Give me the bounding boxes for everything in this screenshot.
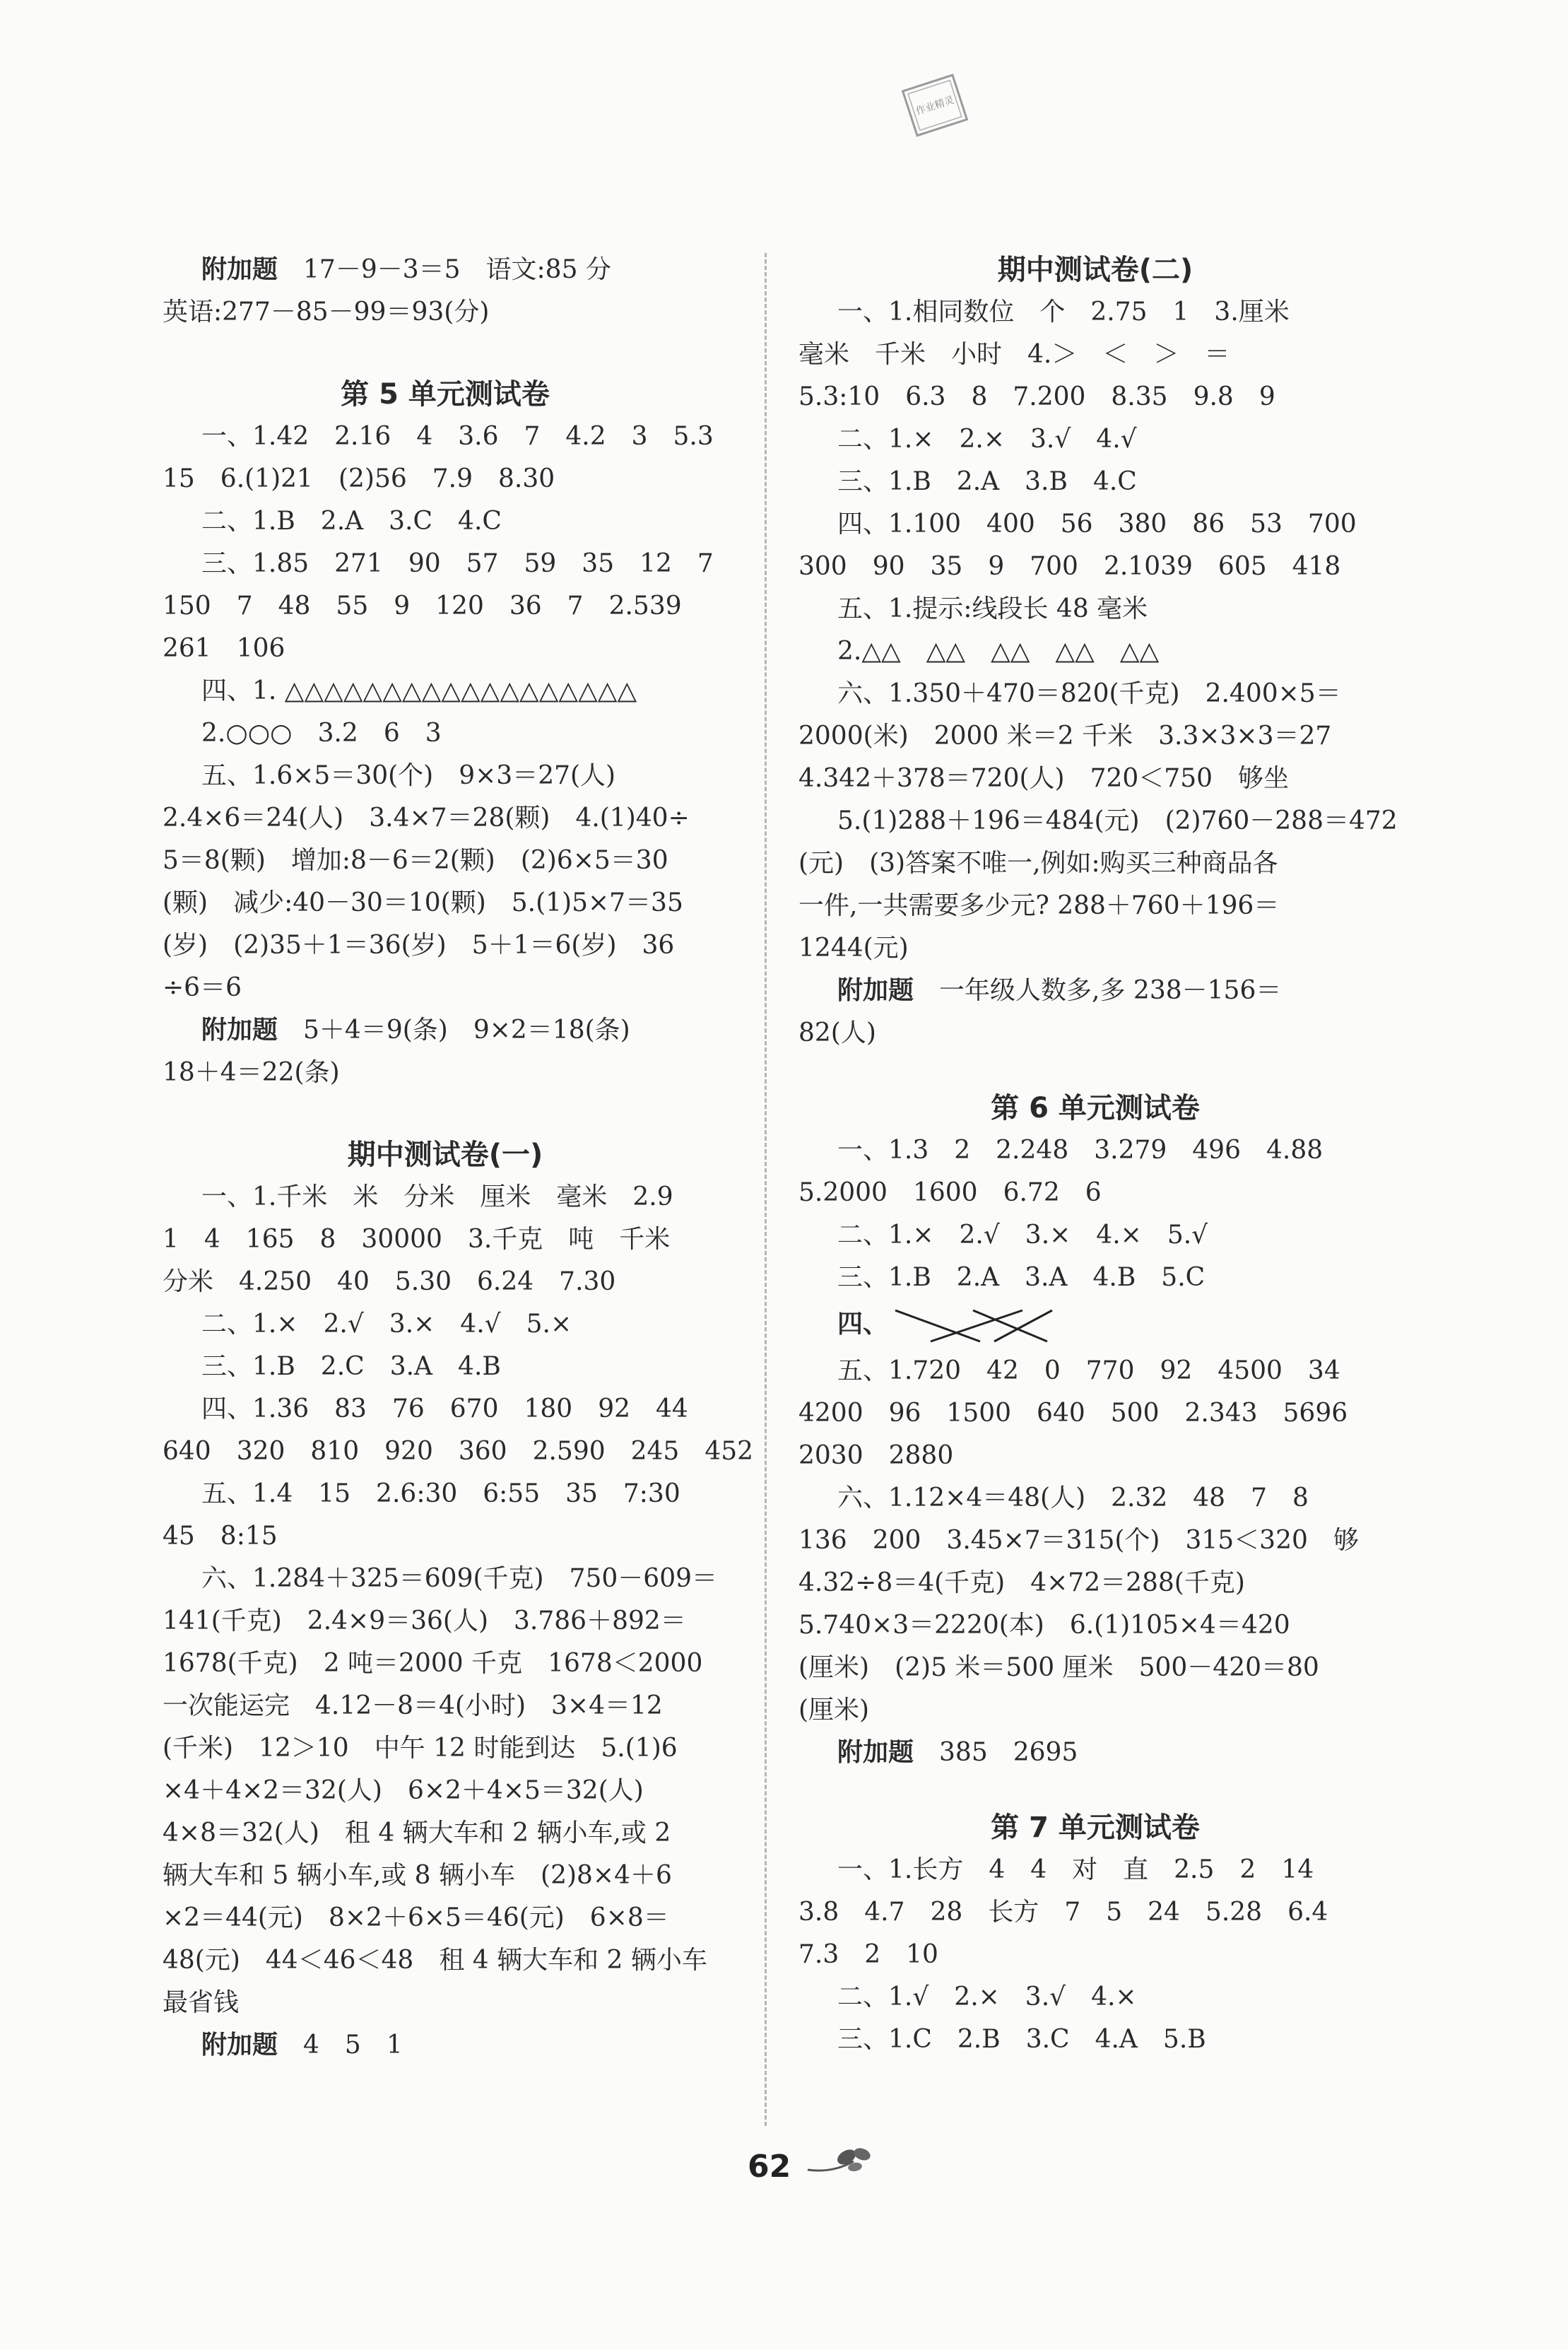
answer-line: 三、1.C 2.B 3.C 4.A 5.B <box>837 2025 1206 2054</box>
answer-line: 141(千克) 2.4×9＝36(人) 3.786＋892＝ <box>163 1606 686 1635</box>
answer-line: 五、1.提示:线段长 48 毫米 <box>837 594 1148 623</box>
answer-line: 一、1.千米 米 分米 厘米 毫米 2.9 <box>201 1182 673 1211</box>
answer-line: 二、1.B 2.A 3.C 4.C <box>201 507 502 536</box>
midterm1-answers <box>163 1176 754 2024</box>
answer-line: 六、1.12×4＝48(人) 2.32 48 7 8 <box>837 1484 1309 1512</box>
answer-line: 136 200 3.45×7＝315(个) 315＜320 够 <box>798 1526 1359 1555</box>
bonus-line <box>798 1732 1392 1774</box>
bonus-line <box>163 249 728 291</box>
answer-line: 三、1.85 271 90 57 59 35 12 7 <box>201 549 714 578</box>
answer-line: 2.△△ △△ △△ △△ △△ <box>837 637 1160 666</box>
answer-line: 最省钱 <box>163 1988 240 2017</box>
bonus-label: 附加题 <box>837 976 914 1005</box>
matching-lines-figure <box>888 1305 1058 1347</box>
answer-line: 5.740×3＝2220(本) 6.(1)105×4＝420 <box>798 1611 1290 1640</box>
answer-line: 7.3 2 10 <box>798 1940 938 1969</box>
answer-line: 300 90 35 9 700 2.1039 605 418 <box>798 552 1341 581</box>
page-number: 62 <box>748 2149 791 2185</box>
bonus-label: 附加题 <box>201 255 278 284</box>
answer-line: 四、1.36 83 76 670 180 92 44 <box>201 1394 688 1423</box>
bonus-text: 385 2695 <box>939 1738 1078 1767</box>
answer-line: 5＝8(颗) 增加:8－6＝2(颗) (2)6×5＝30 <box>163 846 668 875</box>
answer-line: 六、1.284＋325＝609(千克) 750－609＝ <box>201 1564 718 1593</box>
answer-line: 三、1.B 2.A 3.B 4.C <box>837 467 1137 496</box>
bonus-line <box>163 1009 728 1052</box>
answer-line: 2.4×6＝24(人) 3.4×7＝28(颗) 4.(1)40÷ <box>163 804 690 833</box>
answer-line: 1 4 165 8 30000 3.千克 吨 千米 <box>163 1225 671 1254</box>
answer-line: 640 320 810 920 360 2.590 245 452 <box>163 1437 754 1466</box>
left-column <box>163 249 754 2067</box>
bonus-label: 附加题 <box>201 1016 278 1045</box>
answer-line: 4×8＝32(人) 租 4 辆大车和 2 辆小车,或 2 <box>163 1819 671 1847</box>
answer-line: 1244(元) <box>798 934 909 963</box>
answer-line: 二、1.× 2.√ 3.× 4.√ 5.× <box>201 1310 572 1339</box>
answer-line: 45 8:15 <box>163 1522 278 1551</box>
matching-label: 四、 <box>837 1310 889 1339</box>
bonus-line <box>798 970 1392 1012</box>
answer-line: 一件,一共需要多少元? 288＋760＋196＝ <box>798 891 1280 920</box>
unit5-answers <box>163 416 728 1009</box>
section-title: 第 7 单元测试卷 <box>991 1811 1200 1844</box>
bonus-line <box>163 2024 728 2067</box>
answer-line: 二、1.× 2.√ 3.× 4.× 5.√ <box>837 1221 1208 1250</box>
answer-line: 2000(米) 2000 米＝2 千米 3.3×3×3＝27 <box>798 722 1332 751</box>
section-title: 第 6 单元测试卷 <box>991 1092 1200 1124</box>
leaf-icon <box>804 2142 882 2184</box>
bonus-line: 英语:277－85－99＝93(分) <box>163 298 490 327</box>
unit6-answers <box>798 1129 1392 1299</box>
bonus-text: 17－9－3＝5 语文:85 分 <box>303 255 611 284</box>
answer-line: 1678(千克) 2 吨＝2000 千克 1678＜2000 <box>163 1649 703 1678</box>
column-divider <box>765 253 767 2126</box>
answer-line: 2030 2880 <box>798 1441 954 1470</box>
answer-line: 五、1.4 15 2.6:30 6:55 35 7:30 <box>201 1479 680 1508</box>
midterm2-answers <box>798 291 1398 970</box>
answer-line: ×2＝44(元) 8×2＋6×5＝46(元) 6×8＝ <box>163 1903 669 1932</box>
answer-line: (厘米) (2)5 米＝500 厘米 500－420＝80 <box>798 1653 1319 1682</box>
answer-line: 分米 4.250 40 5.30 6.24 7.30 <box>163 1267 616 1296</box>
answer-line: 毫米 千米 小时 4.＞ ＜ ＞ ＝ <box>798 340 1230 369</box>
answer-line: 2.○○○ 3.2 6 3 <box>201 719 442 748</box>
answer-line: 四、1. △△△△△△△△△△△△△△△△△△ <box>201 676 637 705</box>
answer-line: 5.2000 1600 6.72 6 <box>798 1178 1102 1207</box>
answer-line: 二、1.× 2.× 3.√ 4.√ <box>837 425 1137 454</box>
answer-line: 四、1.100 400 56 380 86 53 700 <box>837 510 1357 539</box>
answer-line: 4200 96 1500 640 500 2.343 5696 <box>798 1399 1348 1428</box>
answer-line: ×4＋4×2＝32(人) 6×2＋4×5＝32(人) <box>163 1776 644 1805</box>
answer-line: 三、1.B 2.A 3.A 4.B 5.C <box>837 1263 1206 1292</box>
answer-line: 5.3:10 6.3 8 7.200 8.35 9.8 9 <box>798 382 1275 411</box>
unit6-answers-2 <box>798 1350 1392 1732</box>
answer-line: (岁) (2)35＋1＝36(岁) 5＋1＝6(岁) 36 <box>163 931 675 960</box>
answer-line: 4.32÷8＝4(千克) 4×72＝288(千克) <box>798 1568 1245 1597</box>
section-title: 期中测试卷(二) <box>997 254 1193 286</box>
bonus-line: 18＋4＝22(条) <box>163 1058 340 1087</box>
answer-line: 150 7 48 55 9 120 36 7 2.539 <box>163 592 682 621</box>
section-title: 期中测试卷(一) <box>347 1139 543 1171</box>
stamp-logo <box>896 66 974 144</box>
answer-line: 4.342＋378＝720(人) 720＜750 够坐 <box>798 764 1290 793</box>
answer-line: 一、1.相同数位 个 2.75 1 3.厘米 <box>837 298 1290 327</box>
bonus-line: 82(人) <box>798 1018 876 1047</box>
bonus-label: 附加题 <box>837 1738 914 1767</box>
bonus-text: 一年级人数多,多 238－156＝ <box>939 976 1282 1005</box>
answer-line: 一、1.42 2.16 4 3.6 7 4.2 3 5.3 <box>201 422 714 451</box>
answer-line: (元) (3)答案不唯一,例如:购买三种商品各 <box>798 849 1278 878</box>
answer-line: ÷6＝6 <box>163 973 242 1002</box>
answer-line: 一次能运完 4.12－8＝4(小时) 3×4＝12 <box>163 1691 663 1720</box>
stamp-text: 作业精灵 <box>914 94 956 118</box>
answer-line: (厘米) <box>798 1696 870 1725</box>
answer-line: (千米) 12＞10 中午 12 时能到达 5.(1)6 <box>163 1734 678 1763</box>
answer-line: 48(元) 44＜46＜48 租 4 辆大车和 2 辆小车 <box>163 1946 707 1975</box>
answer-line: 二、1.√ 2.× 3.√ 4.× <box>837 1982 1137 2011</box>
matching-line <box>798 1299 1392 1350</box>
answer-line: 261 106 <box>163 634 285 663</box>
answer-line: 一、1.长方 4 4 对 直 2.5 2 14 <box>837 1855 1314 1884</box>
section-title: 第 5 单元测试卷 <box>341 378 550 411</box>
answer-line: 辆大车和 5 辆小车,或 8 辆小车 (2)8×4＋6 <box>163 1861 672 1890</box>
answer-line: 5.(1)288＋196＝484(元) (2)760－288＝472 <box>837 806 1398 835</box>
answer-line: (颗) 减少:40－30＝10(颗) 5.(1)5×7＝35 <box>163 888 683 917</box>
bonus-label: 附加题 <box>201 2031 278 2060</box>
right-column <box>798 249 1398 2061</box>
answer-line: 15 6.(1)21 (2)56 7.9 8.30 <box>163 464 555 493</box>
unit7-answers <box>798 1849 1392 2061</box>
bonus-text: 4 5 1 <box>303 2031 403 2060</box>
answer-line: 六、1.350＋470＝820(千克) 2.400×5＝ <box>837 679 1341 708</box>
answer-line: 五、1.720 42 0 770 92 4500 34 <box>837 1356 1340 1385</box>
answer-line: 五、1.6×5＝30(个) 9×3＝27(人) <box>201 761 616 790</box>
answer-line: 一、1.3 2 2.248 3.279 496 4.88 <box>837 1136 1324 1165</box>
answer-line: 三、1.B 2.C 3.A 4.B <box>201 1352 501 1381</box>
bonus-text: 5＋4＝9(条) 9×2＝18(条) <box>303 1016 630 1045</box>
answer-line: 3.8 4.7 28 长方 7 5 24 5.28 6.4 <box>798 1898 1328 1927</box>
